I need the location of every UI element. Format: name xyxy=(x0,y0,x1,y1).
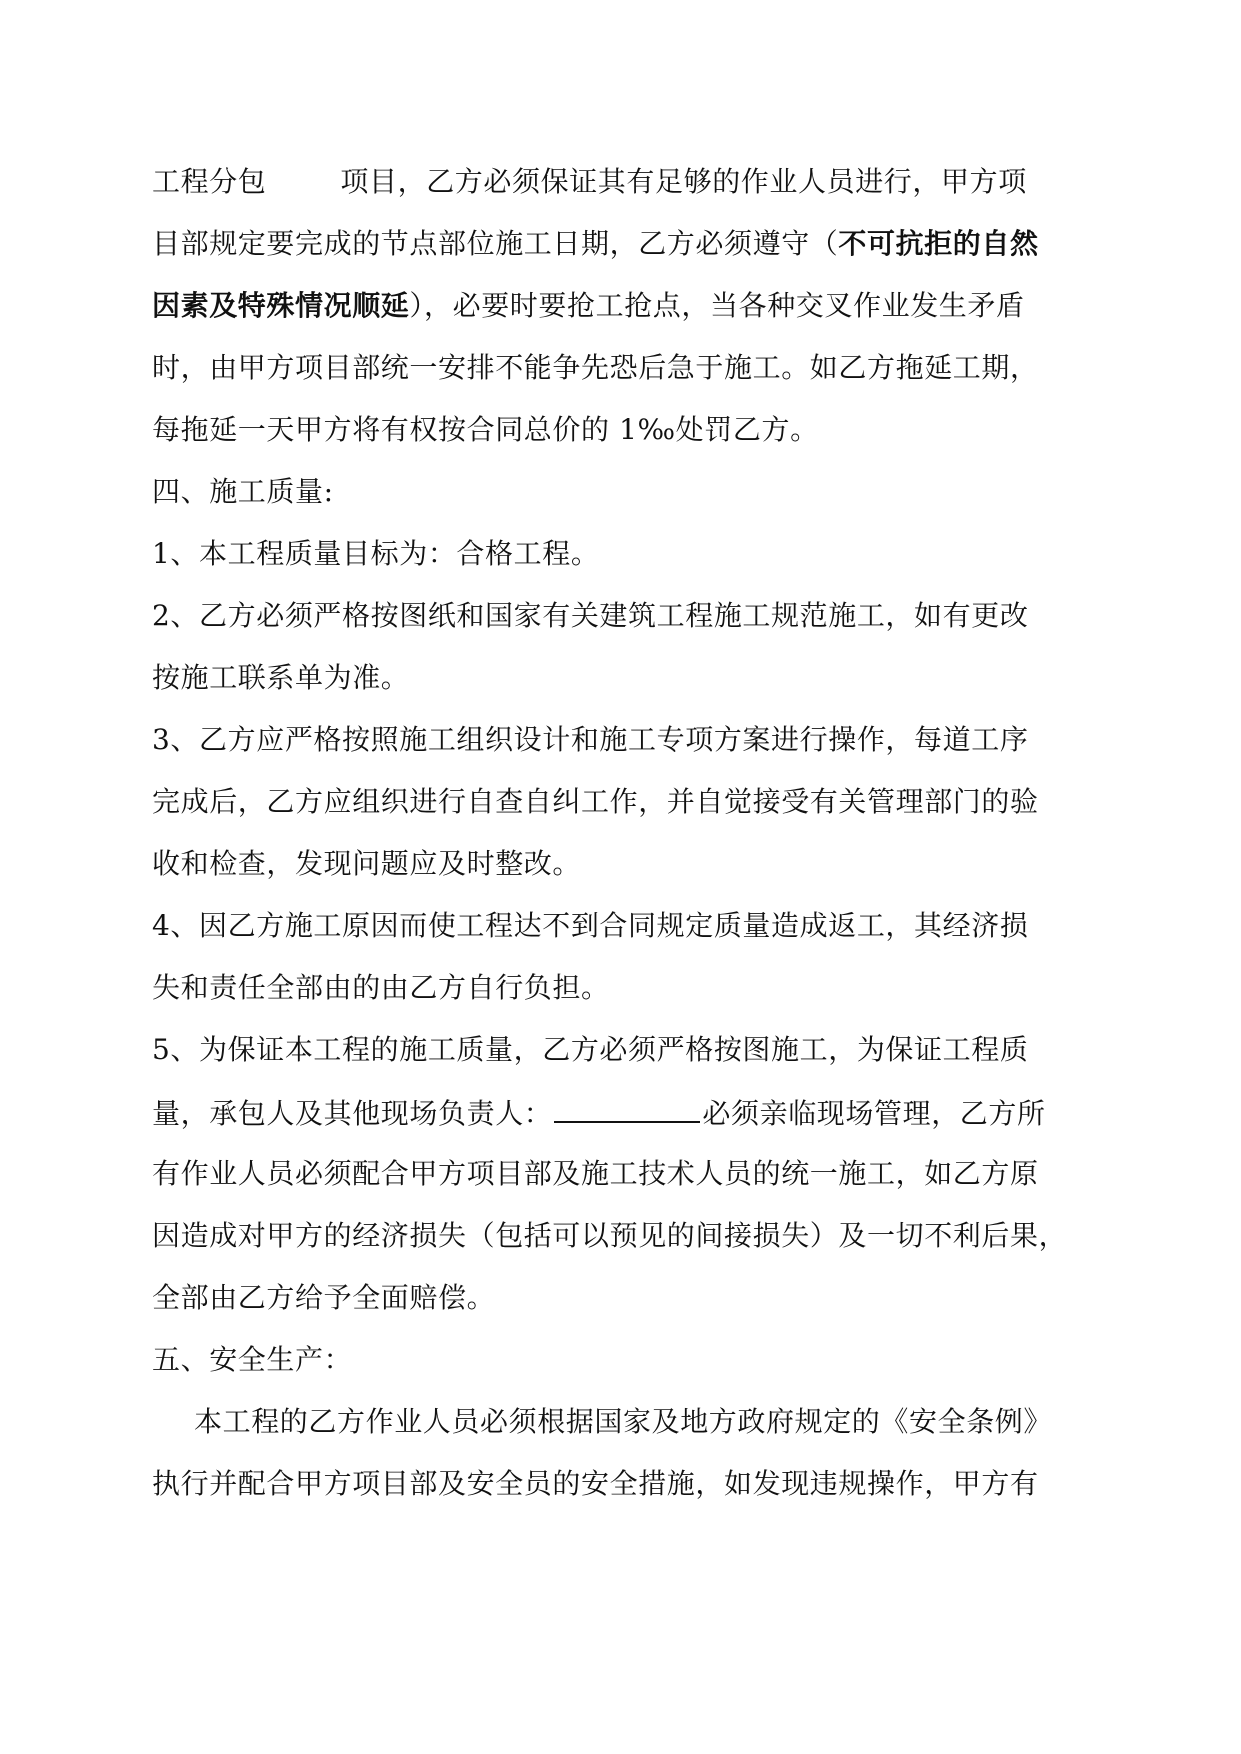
paragraph-line: 全部由乙方给予全面赔偿。 xyxy=(152,1281,496,1314)
paragraph-line: 有作业人员必须配合甲方项目部及施工技术人员的统一施工，如乙方原 xyxy=(152,1157,1039,1190)
fill-in-blank xyxy=(554,1095,700,1123)
section-heading: 五、安全生产： xyxy=(152,1343,353,1376)
clause-item: 2、乙方必须严格按图纸和国家有关建筑工程施工规范施工，如有更改 xyxy=(152,599,1029,632)
text-segment: 量，承包人及其他现场负责人： xyxy=(152,1097,553,1130)
paragraph-line: 每拖延一天甲方将有权按合同总价的 1‰处罚乙方。 xyxy=(152,413,819,446)
paragraph-line xyxy=(152,289,1052,323)
clause-item: 4、因乙方施工原因而使工程达不到合同规定质量造成返工，其经济损 xyxy=(152,909,1029,942)
text-segment: 工程分包 xyxy=(152,165,267,198)
bold-text: 不可抗拒的自然 xyxy=(838,227,1039,260)
paragraph-line: 执行并配合甲方项目部及安全员的安全措施，如发现违规操作，甲方有 xyxy=(152,1467,1039,1500)
paragraph-line xyxy=(152,165,1052,199)
clause-item: 5、为保证本工程的施工质量，乙方必须严格按图施工，为保证工程质 xyxy=(152,1033,1029,1066)
paragraph-line xyxy=(152,227,1052,261)
clause-item: 1、本工程质量目标为：合格工程。 xyxy=(152,537,600,570)
paragraph-line: 完成后，乙方应组织进行自查自纠工作，并自觉接受有关管理部门的验 xyxy=(152,785,1039,818)
text-segment: ），必要时要抢工抢点，当各种交叉作业发生矛盾 xyxy=(409,289,1025,322)
clause-item: 3、乙方应严格按照施工组织设计和施工专项方案进行操作，每道工序 xyxy=(152,723,1029,756)
paragraph-line: 因造成对甲方的经济损失（包括可以预见的间接损失）及一切不利后果， xyxy=(152,1219,1068,1252)
paragraph-line: 本工程的乙方作业人员必须根据国家及地方政府规定的《安全条例》 xyxy=(194,1405,1053,1438)
paragraph-line: 时，由甲方项目部统一安排不能争先恐后急于施工。如乙方拖延工期， xyxy=(152,351,1039,384)
paragraph-line: 收和检查，发现问题应及时整改。 xyxy=(152,847,582,880)
section-heading: 四、施工质量: xyxy=(152,475,334,508)
text-segment: 必须亲临现场管理，乙方所 xyxy=(702,1097,1046,1130)
paragraph-line: 失和责任全部由的由乙方自行负担。 xyxy=(152,971,610,1004)
paragraph-line: 按施工联系单为准。 xyxy=(152,661,410,694)
paragraph-line xyxy=(152,1095,1052,1131)
text-segment: 项目，乙方必须保证其有足够的作业人员进行，甲方项 xyxy=(340,165,1027,198)
text-segment: 目部规定要完成的节点部位施工日期，乙方必须遵守（ xyxy=(152,227,839,260)
bold-text: 因素及特殊情况顺延 xyxy=(152,289,410,322)
